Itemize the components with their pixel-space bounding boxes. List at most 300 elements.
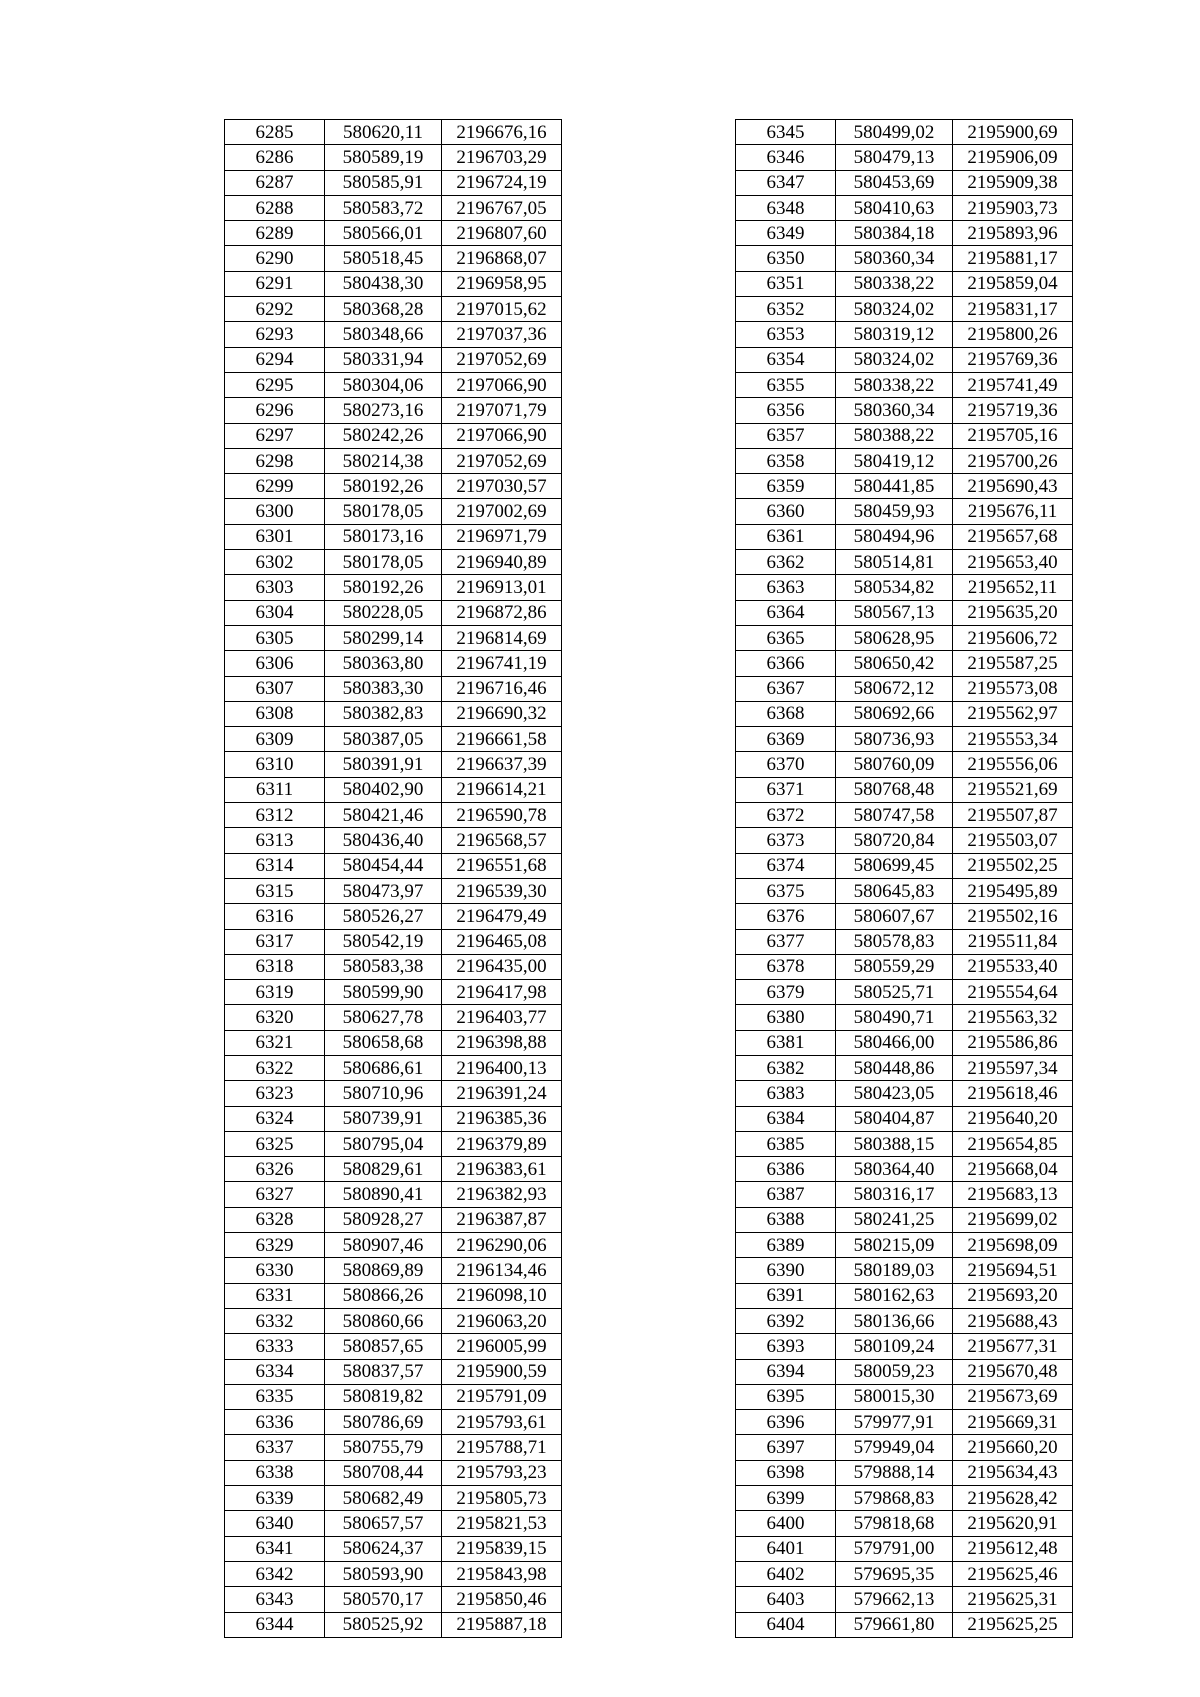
point-number-cell: 6402 bbox=[736, 1561, 836, 1586]
x-coordinate-cell: 580383,30 bbox=[325, 676, 442, 701]
table-row bbox=[736, 1561, 1073, 1586]
y-coordinate-cell: 2195893,96 bbox=[953, 221, 1073, 246]
x-coordinate-cell: 580388,22 bbox=[836, 423, 953, 448]
table-row bbox=[736, 524, 1073, 549]
x-coordinate-cell: 580720,84 bbox=[836, 828, 953, 853]
x-coordinate-cell: 580228,05 bbox=[325, 600, 442, 625]
point-number-cell: 6286 bbox=[225, 145, 325, 170]
point-number-cell: 6357 bbox=[736, 423, 836, 448]
point-number-cell: 6369 bbox=[736, 727, 836, 752]
table-row bbox=[225, 372, 562, 397]
x-coordinate-cell: 580866,26 bbox=[325, 1283, 442, 1308]
x-coordinate-cell: 580173,16 bbox=[325, 524, 442, 549]
point-number-cell: 6391 bbox=[736, 1283, 836, 1308]
point-number-cell: 6393 bbox=[736, 1334, 836, 1359]
x-coordinate-cell: 580136,66 bbox=[836, 1308, 953, 1333]
y-coordinate-cell: 2196417,98 bbox=[442, 980, 562, 1005]
x-coordinate-cell: 580178,05 bbox=[325, 550, 442, 575]
table-row bbox=[225, 322, 562, 347]
point-number-cell: 6336 bbox=[225, 1410, 325, 1435]
table-row bbox=[225, 1233, 562, 1258]
table-row bbox=[736, 676, 1073, 701]
y-coordinate-cell: 2196676,16 bbox=[442, 120, 562, 145]
point-number-cell: 6364 bbox=[736, 600, 836, 625]
table-row bbox=[225, 1207, 562, 1232]
point-number-cell: 6371 bbox=[736, 777, 836, 802]
table-row bbox=[225, 651, 562, 676]
point-number-cell: 6315 bbox=[225, 878, 325, 903]
table-row bbox=[225, 828, 562, 853]
table-row bbox=[225, 727, 562, 752]
x-coordinate-cell: 580583,38 bbox=[325, 954, 442, 979]
y-coordinate-cell: 2196940,89 bbox=[442, 550, 562, 575]
point-number-cell: 6293 bbox=[225, 322, 325, 347]
y-coordinate-cell: 2196872,86 bbox=[442, 600, 562, 625]
x-coordinate-cell: 579661,80 bbox=[836, 1612, 953, 1637]
y-coordinate-cell: 2195562,97 bbox=[953, 701, 1073, 726]
y-coordinate-cell: 2195788,71 bbox=[442, 1435, 562, 1460]
table-row bbox=[225, 448, 562, 473]
table-row bbox=[225, 1005, 562, 1030]
point-number-cell: 6287 bbox=[225, 170, 325, 195]
x-coordinate-cell: 580368,28 bbox=[325, 297, 442, 322]
x-coordinate-cell: 580466,00 bbox=[836, 1030, 953, 1055]
x-coordinate-cell: 580324,02 bbox=[836, 347, 953, 372]
x-coordinate-cell: 580686,61 bbox=[325, 1055, 442, 1080]
point-number-cell: 6295 bbox=[225, 372, 325, 397]
table-row bbox=[225, 980, 562, 1005]
point-number-cell: 6382 bbox=[736, 1055, 836, 1080]
table-row bbox=[225, 1283, 562, 1308]
y-coordinate-cell: 2195503,07 bbox=[953, 828, 1073, 853]
x-coordinate-cell: 580566,01 bbox=[325, 221, 442, 246]
y-coordinate-cell: 2196661,58 bbox=[442, 727, 562, 752]
point-number-cell: 6367 bbox=[736, 676, 836, 701]
y-coordinate-cell: 2195634,43 bbox=[953, 1460, 1073, 1485]
point-number-cell: 6343 bbox=[225, 1587, 325, 1612]
y-coordinate-cell: 2196383,61 bbox=[442, 1157, 562, 1182]
x-coordinate-cell: 580324,02 bbox=[836, 297, 953, 322]
x-coordinate-cell: 580760,09 bbox=[836, 752, 953, 777]
x-coordinate-cell: 579977,91 bbox=[836, 1410, 953, 1435]
y-coordinate-cell: 2195554,64 bbox=[953, 980, 1073, 1005]
table-row bbox=[225, 1384, 562, 1409]
table-row bbox=[225, 777, 562, 802]
x-coordinate-cell: 580593,90 bbox=[325, 1561, 442, 1586]
table-row bbox=[736, 777, 1073, 802]
x-coordinate-cell: 580499,02 bbox=[836, 120, 953, 145]
table-row bbox=[736, 271, 1073, 296]
table-row bbox=[225, 878, 562, 903]
x-coordinate-cell: 580299,14 bbox=[325, 625, 442, 650]
point-number-cell: 6358 bbox=[736, 448, 836, 473]
table-row bbox=[736, 929, 1073, 954]
table-row bbox=[736, 1334, 1073, 1359]
y-coordinate-cell: 2196568,57 bbox=[442, 828, 562, 853]
point-number-cell: 6285 bbox=[225, 120, 325, 145]
x-coordinate-cell: 580454,44 bbox=[325, 853, 442, 878]
table-row bbox=[736, 1511, 1073, 1536]
x-coordinate-cell: 580699,45 bbox=[836, 853, 953, 878]
y-coordinate-cell: 2196465,08 bbox=[442, 929, 562, 954]
x-coordinate-cell: 580650,42 bbox=[836, 651, 953, 676]
point-number-cell: 6346 bbox=[736, 145, 836, 170]
y-coordinate-cell: 2195906,09 bbox=[953, 145, 1073, 170]
y-coordinate-cell: 2195839,15 bbox=[442, 1536, 562, 1561]
table-row bbox=[225, 1359, 562, 1384]
point-number-cell: 6302 bbox=[225, 550, 325, 575]
table-row bbox=[225, 1561, 562, 1586]
x-coordinate-cell: 580387,05 bbox=[325, 727, 442, 752]
point-number-cell: 6394 bbox=[736, 1359, 836, 1384]
x-coordinate-cell: 580494,96 bbox=[836, 524, 953, 549]
table-row bbox=[225, 752, 562, 777]
x-coordinate-cell: 580747,58 bbox=[836, 803, 953, 828]
x-coordinate-cell: 580178,05 bbox=[325, 499, 442, 524]
point-number-cell: 6317 bbox=[225, 929, 325, 954]
y-coordinate-cell: 2196551,68 bbox=[442, 853, 562, 878]
table-row bbox=[225, 1157, 562, 1182]
y-coordinate-cell: 2196637,39 bbox=[442, 752, 562, 777]
table-row bbox=[736, 701, 1073, 726]
x-coordinate-cell: 580360,34 bbox=[836, 398, 953, 423]
point-number-cell: 6321 bbox=[225, 1030, 325, 1055]
x-coordinate-cell: 580459,93 bbox=[836, 499, 953, 524]
table-row bbox=[736, 1587, 1073, 1612]
x-coordinate-cell: 580620,11 bbox=[325, 120, 442, 145]
point-number-cell: 6324 bbox=[225, 1106, 325, 1131]
x-coordinate-cell: 580192,26 bbox=[325, 474, 442, 499]
y-coordinate-cell: 2195805,73 bbox=[442, 1486, 562, 1511]
point-number-cell: 6353 bbox=[736, 322, 836, 347]
table-row bbox=[736, 1005, 1073, 1030]
y-coordinate-cell: 2195690,43 bbox=[953, 474, 1073, 499]
x-coordinate-cell: 580364,40 bbox=[836, 1157, 953, 1182]
x-coordinate-cell: 580786,69 bbox=[325, 1410, 442, 1435]
table-row bbox=[225, 1258, 562, 1283]
x-coordinate-cell: 580768,48 bbox=[836, 777, 953, 802]
y-coordinate-cell: 2195635,20 bbox=[953, 600, 1073, 625]
point-number-cell: 6327 bbox=[225, 1182, 325, 1207]
point-number-cell: 6306 bbox=[225, 651, 325, 676]
table-row bbox=[736, 1283, 1073, 1308]
y-coordinate-cell: 2196290,06 bbox=[442, 1233, 562, 1258]
y-coordinate-cell: 2195668,04 bbox=[953, 1157, 1073, 1182]
point-number-cell: 6308 bbox=[225, 701, 325, 726]
x-coordinate-cell: 580338,22 bbox=[836, 372, 953, 397]
point-number-cell: 6300 bbox=[225, 499, 325, 524]
x-coordinate-cell: 580710,96 bbox=[325, 1081, 442, 1106]
table-row bbox=[225, 1182, 562, 1207]
y-coordinate-cell: 2195502,25 bbox=[953, 853, 1073, 878]
y-coordinate-cell: 2196134,46 bbox=[442, 1258, 562, 1283]
y-coordinate-cell: 2196063,20 bbox=[442, 1308, 562, 1333]
x-coordinate-cell: 580627,78 bbox=[325, 1005, 442, 1030]
table-row bbox=[736, 600, 1073, 625]
y-coordinate-cell: 2197071,79 bbox=[442, 398, 562, 423]
point-number-cell: 6345 bbox=[736, 120, 836, 145]
table-row bbox=[736, 550, 1073, 575]
point-number-cell: 6326 bbox=[225, 1157, 325, 1182]
x-coordinate-cell: 580162,63 bbox=[836, 1283, 953, 1308]
table-row bbox=[736, 1410, 1073, 1435]
point-number-cell: 6344 bbox=[225, 1612, 325, 1637]
table-row bbox=[225, 474, 562, 499]
point-number-cell: 6375 bbox=[736, 878, 836, 903]
table-row bbox=[225, 803, 562, 828]
table-row bbox=[736, 347, 1073, 372]
point-number-cell: 6366 bbox=[736, 651, 836, 676]
table-row bbox=[225, 1308, 562, 1333]
point-number-cell: 6299 bbox=[225, 474, 325, 499]
x-coordinate-cell: 580363,80 bbox=[325, 651, 442, 676]
point-number-cell: 6318 bbox=[225, 954, 325, 979]
y-coordinate-cell: 2195660,20 bbox=[953, 1435, 1073, 1460]
point-number-cell: 6331 bbox=[225, 1283, 325, 1308]
y-coordinate-cell: 2195800,26 bbox=[953, 322, 1073, 347]
table-row bbox=[736, 499, 1073, 524]
y-coordinate-cell: 2195652,11 bbox=[953, 575, 1073, 600]
point-number-cell: 6379 bbox=[736, 980, 836, 1005]
x-coordinate-cell: 580192,26 bbox=[325, 575, 442, 600]
table-row bbox=[225, 347, 562, 372]
y-coordinate-cell: 2195694,51 bbox=[953, 1258, 1073, 1283]
point-number-cell: 6392 bbox=[736, 1308, 836, 1333]
table-row bbox=[225, 1030, 562, 1055]
y-coordinate-cell: 2195573,08 bbox=[953, 676, 1073, 701]
x-coordinate-cell: 580624,37 bbox=[325, 1536, 442, 1561]
y-coordinate-cell: 2195850,46 bbox=[442, 1587, 562, 1612]
table-row bbox=[736, 1258, 1073, 1283]
y-coordinate-cell: 2195628,42 bbox=[953, 1486, 1073, 1511]
y-coordinate-cell: 2196971,79 bbox=[442, 524, 562, 549]
x-coordinate-cell: 580628,95 bbox=[836, 625, 953, 650]
point-number-cell: 6395 bbox=[736, 1384, 836, 1409]
x-coordinate-cell: 580273,16 bbox=[325, 398, 442, 423]
x-coordinate-cell: 579662,13 bbox=[836, 1587, 953, 1612]
point-number-cell: 6355 bbox=[736, 372, 836, 397]
table-row bbox=[225, 1106, 562, 1131]
table-row bbox=[736, 1460, 1073, 1485]
point-number-cell: 6314 bbox=[225, 853, 325, 878]
y-coordinate-cell: 2195625,31 bbox=[953, 1587, 1073, 1612]
y-coordinate-cell: 2196387,87 bbox=[442, 1207, 562, 1232]
x-coordinate-cell: 580755,79 bbox=[325, 1435, 442, 1460]
x-coordinate-cell: 580410,63 bbox=[836, 195, 953, 220]
table-row bbox=[736, 398, 1073, 423]
x-coordinate-cell: 580672,12 bbox=[836, 676, 953, 701]
point-number-cell: 6381 bbox=[736, 1030, 836, 1055]
point-number-cell: 6348 bbox=[736, 195, 836, 220]
point-number-cell: 6376 bbox=[736, 904, 836, 929]
x-coordinate-cell: 580348,66 bbox=[325, 322, 442, 347]
point-number-cell: 6322 bbox=[225, 1055, 325, 1080]
point-number-cell: 6290 bbox=[225, 246, 325, 271]
table-row bbox=[225, 625, 562, 650]
table-row bbox=[736, 803, 1073, 828]
y-coordinate-cell: 2195791,09 bbox=[442, 1384, 562, 1409]
table-row bbox=[225, 297, 562, 322]
table-row bbox=[225, 221, 562, 246]
table-row bbox=[736, 246, 1073, 271]
x-coordinate-cell: 580448,86 bbox=[836, 1055, 953, 1080]
table-row bbox=[736, 828, 1073, 853]
y-coordinate-cell: 2197066,90 bbox=[442, 423, 562, 448]
point-number-cell: 6330 bbox=[225, 1258, 325, 1283]
table-row bbox=[736, 423, 1073, 448]
point-number-cell: 6312 bbox=[225, 803, 325, 828]
table-row bbox=[736, 322, 1073, 347]
table-row bbox=[736, 1131, 1073, 1156]
point-number-cell: 6332 bbox=[225, 1308, 325, 1333]
x-coordinate-cell: 580402,90 bbox=[325, 777, 442, 802]
point-number-cell: 6396 bbox=[736, 1410, 836, 1435]
y-coordinate-cell: 2195657,68 bbox=[953, 524, 1073, 549]
y-coordinate-cell: 2195511,84 bbox=[953, 929, 1073, 954]
y-coordinate-cell: 2196539,30 bbox=[442, 878, 562, 903]
y-coordinate-cell: 2195676,11 bbox=[953, 499, 1073, 524]
x-coordinate-cell: 579888,14 bbox=[836, 1460, 953, 1485]
x-coordinate-cell: 580583,72 bbox=[325, 195, 442, 220]
table-row bbox=[736, 1106, 1073, 1131]
x-coordinate-cell: 580559,29 bbox=[836, 954, 953, 979]
table-row bbox=[736, 1308, 1073, 1333]
table-row bbox=[225, 170, 562, 195]
x-coordinate-cell: 580109,24 bbox=[836, 1334, 953, 1359]
point-number-cell: 6341 bbox=[225, 1536, 325, 1561]
table-row bbox=[225, 904, 562, 929]
point-number-cell: 6386 bbox=[736, 1157, 836, 1182]
x-coordinate-cell: 580578,83 bbox=[836, 929, 953, 954]
y-coordinate-cell: 2195741,49 bbox=[953, 372, 1073, 397]
x-coordinate-cell: 580567,13 bbox=[836, 600, 953, 625]
point-number-cell: 6309 bbox=[225, 727, 325, 752]
table-row bbox=[736, 221, 1073, 246]
y-coordinate-cell: 2196724,19 bbox=[442, 170, 562, 195]
point-number-cell: 6337 bbox=[225, 1435, 325, 1460]
table-row bbox=[225, 1055, 562, 1080]
table-row bbox=[736, 474, 1073, 499]
x-coordinate-cell: 580360,34 bbox=[836, 246, 953, 271]
y-coordinate-cell: 2195699,02 bbox=[953, 1207, 1073, 1232]
x-coordinate-cell: 580708,44 bbox=[325, 1460, 442, 1485]
table-row bbox=[225, 1081, 562, 1106]
table-row bbox=[225, 145, 562, 170]
point-number-cell: 6368 bbox=[736, 701, 836, 726]
x-coordinate-cell: 580928,27 bbox=[325, 1207, 442, 1232]
table-row bbox=[736, 1612, 1073, 1637]
point-number-cell: 6325 bbox=[225, 1131, 325, 1156]
point-number-cell: 6388 bbox=[736, 1207, 836, 1232]
point-number-cell: 6338 bbox=[225, 1460, 325, 1485]
y-coordinate-cell: 2195640,20 bbox=[953, 1106, 1073, 1131]
table-row bbox=[225, 1334, 562, 1359]
table-row bbox=[225, 701, 562, 726]
x-coordinate-cell: 580837,57 bbox=[325, 1359, 442, 1384]
point-number-cell: 6399 bbox=[736, 1486, 836, 1511]
x-coordinate-cell: 580215,09 bbox=[836, 1233, 953, 1258]
table-row bbox=[225, 1460, 562, 1485]
point-number-cell: 6384 bbox=[736, 1106, 836, 1131]
table-row bbox=[736, 1536, 1073, 1561]
y-coordinate-cell: 2195821,53 bbox=[442, 1511, 562, 1536]
point-number-cell: 6298 bbox=[225, 448, 325, 473]
y-coordinate-cell: 2196767,05 bbox=[442, 195, 562, 220]
y-coordinate-cell: 2195587,25 bbox=[953, 651, 1073, 676]
x-coordinate-cell: 580421,46 bbox=[325, 803, 442, 828]
y-coordinate-cell: 2195693,20 bbox=[953, 1283, 1073, 1308]
y-coordinate-cell: 2195563,32 bbox=[953, 1005, 1073, 1030]
y-coordinate-cell: 2195507,87 bbox=[953, 803, 1073, 828]
x-coordinate-cell: 580438,30 bbox=[325, 271, 442, 296]
point-number-cell: 6383 bbox=[736, 1081, 836, 1106]
y-coordinate-cell: 2195556,06 bbox=[953, 752, 1073, 777]
table-row bbox=[736, 1435, 1073, 1460]
table-row bbox=[225, 120, 562, 145]
x-coordinate-cell: 580423,05 bbox=[836, 1081, 953, 1106]
table-row bbox=[225, 271, 562, 296]
x-coordinate-cell: 580338,22 bbox=[836, 271, 953, 296]
point-number-cell: 6370 bbox=[736, 752, 836, 777]
table-row bbox=[736, 727, 1073, 752]
y-coordinate-cell: 2195831,17 bbox=[953, 297, 1073, 322]
coordinates-table-left bbox=[224, 119, 562, 1638]
y-coordinate-cell: 2195843,98 bbox=[442, 1561, 562, 1586]
y-coordinate-cell: 2195553,34 bbox=[953, 727, 1073, 752]
y-coordinate-cell: 2195677,31 bbox=[953, 1334, 1073, 1359]
x-coordinate-cell: 580382,83 bbox=[325, 701, 442, 726]
x-coordinate-cell: 580819,82 bbox=[325, 1384, 442, 1409]
point-number-cell: 6301 bbox=[225, 524, 325, 549]
x-coordinate-cell: 580542,19 bbox=[325, 929, 442, 954]
point-number-cell: 6323 bbox=[225, 1081, 325, 1106]
x-coordinate-cell: 580514,81 bbox=[836, 550, 953, 575]
x-coordinate-cell: 580453,69 bbox=[836, 170, 953, 195]
point-number-cell: 6288 bbox=[225, 195, 325, 220]
table-row bbox=[225, 423, 562, 448]
y-coordinate-cell: 2195521,69 bbox=[953, 777, 1073, 802]
point-number-cell: 6362 bbox=[736, 550, 836, 575]
y-coordinate-cell: 2196435,00 bbox=[442, 954, 562, 979]
x-coordinate-cell: 580736,93 bbox=[836, 727, 953, 752]
x-coordinate-cell: 580419,12 bbox=[836, 448, 953, 473]
point-number-cell: 6380 bbox=[736, 1005, 836, 1030]
table-row bbox=[225, 1511, 562, 1536]
y-coordinate-cell: 2197030,57 bbox=[442, 474, 562, 499]
point-number-cell: 6374 bbox=[736, 853, 836, 878]
point-number-cell: 6304 bbox=[225, 600, 325, 625]
point-number-cell: 6354 bbox=[736, 347, 836, 372]
point-number-cell: 6403 bbox=[736, 1587, 836, 1612]
x-coordinate-cell: 580384,18 bbox=[836, 221, 953, 246]
point-number-cell: 6352 bbox=[736, 297, 836, 322]
point-number-cell: 6289 bbox=[225, 221, 325, 246]
table-row bbox=[736, 1486, 1073, 1511]
x-coordinate-cell: 580316,17 bbox=[836, 1182, 953, 1207]
table-row bbox=[225, 575, 562, 600]
y-coordinate-cell: 2195654,85 bbox=[953, 1131, 1073, 1156]
table-row bbox=[736, 651, 1073, 676]
table-row bbox=[736, 1055, 1073, 1080]
point-number-cell: 6311 bbox=[225, 777, 325, 802]
y-coordinate-cell: 2195533,40 bbox=[953, 954, 1073, 979]
table-row bbox=[736, 980, 1073, 1005]
table-row bbox=[225, 398, 562, 423]
x-coordinate-cell: 580015,30 bbox=[836, 1384, 953, 1409]
point-number-cell: 6310 bbox=[225, 752, 325, 777]
table-row bbox=[736, 904, 1073, 929]
x-coordinate-cell: 580658,68 bbox=[325, 1030, 442, 1055]
